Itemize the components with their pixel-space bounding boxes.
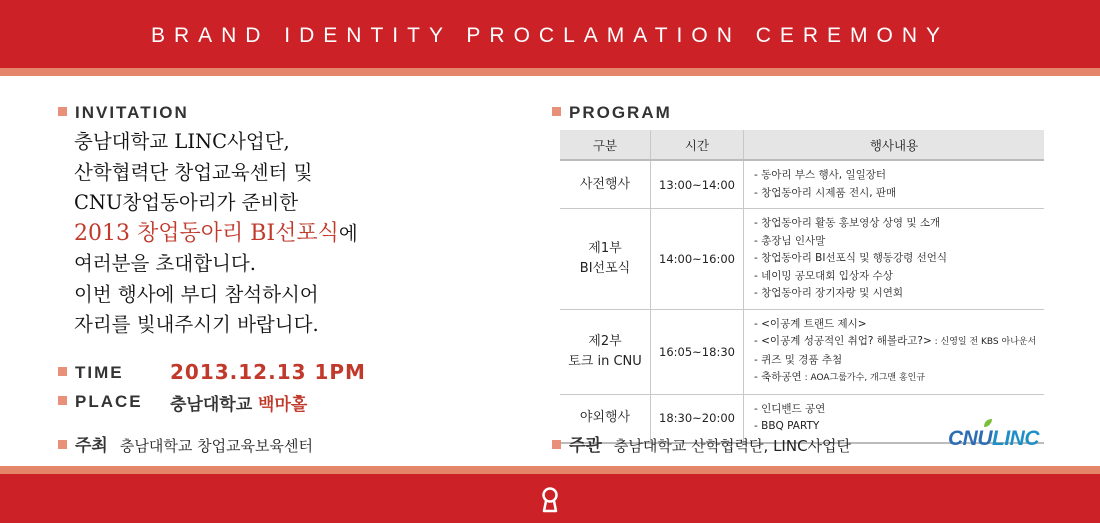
list-item: - 총장님 인사말 <box>754 234 826 247</box>
list-item: - 창업동아리 장기자랑 및 시연회 <box>754 287 903 299</box>
invitation-line: 산학협력단 창업교육센터 및 <box>74 160 313 184</box>
host-row <box>58 431 313 456</box>
column-header: 시간 <box>651 130 744 160</box>
list-item: - BBQ PARTY <box>754 420 820 432</box>
place-value: 충남대학교 백마홀 <box>170 395 308 415</box>
time-cell: 13:00~14:00 <box>651 160 744 209</box>
event-name: 2013 창업동아리 BI선포식 <box>74 220 339 246</box>
list-item: - <이공계 성공적인 취업? 해볼라고?> : 신영일 전 KBS 아나운서 <box>754 335 1037 347</box>
host-value: 충남대학교 창업교육보육센터 <box>119 437 313 455</box>
list-item: - 인디밴드 공연 <box>754 402 826 415</box>
list-item: - 축하공연 : AOA그룹가수, 개그맨 홍인규 <box>754 371 926 383</box>
table-row <box>560 309 1044 394</box>
bullet-square-icon <box>552 107 561 116</box>
invitation-line: 이번 행사에 부디 참석하시어 <box>74 282 319 306</box>
list-item: - <이공계 트랜드 제시> <box>754 317 867 330</box>
cnu-linc-logo: CNULINC <box>948 427 1039 450</box>
content-cell <box>744 309 1045 394</box>
accent-stripe-top <box>0 68 1100 76</box>
place-label: PLACE <box>58 392 143 412</box>
invitation-line: 여러분을 초대합니다. <box>74 252 256 275</box>
list-item: - 퀴즈 및 경품 추첨 <box>754 353 843 366</box>
table-row <box>560 209 1044 310</box>
section-cell: 제1부 BI선포식 <box>560 209 651 310</box>
list-item: - 창업동아리 활동 홍보영상 상영 및 소개 <box>754 217 941 229</box>
accent-stripe-bottom <box>0 466 1100 474</box>
list-item: - 창업동아리 BI선포식 및 행동강령 선언식 <box>754 252 948 264</box>
bullet-square-icon <box>58 440 67 449</box>
list-item: - 네이밍 공모대회 입상자 수상 <box>754 269 893 282</box>
time-cell: 16:05~18:30 <box>651 309 744 394</box>
table-row <box>560 160 1044 209</box>
invitation-line: 2013 창업동아리 BI선포식에 <box>74 220 358 246</box>
invitation-line: 충남대학교 LINC사업단, <box>74 130 290 153</box>
host-label: 주최 <box>75 436 108 456</box>
bullet-square-icon <box>58 367 67 376</box>
program-heading: PROGRAM <box>552 103 672 123</box>
time-label: TIME <box>58 363 124 383</box>
time-value: 2013.12.13 1PM <box>170 360 366 384</box>
column-header: 구분 <box>560 130 651 160</box>
time-cell: 18:30~20:00 <box>651 394 744 443</box>
organizer-row <box>552 431 851 456</box>
program-table <box>560 130 1044 444</box>
invitation-line: CNU창업동아리가 준비한 <box>74 191 299 214</box>
list-item: - 동아리 부스 행사, 일일장터 <box>754 169 887 181</box>
invitation-text <box>74 127 358 341</box>
bullet-square-icon <box>552 440 561 449</box>
bullet-square-icon <box>58 107 67 116</box>
content-cell <box>744 160 1045 209</box>
organizer-label: 주관 <box>569 436 602 456</box>
section-cell: 사전행사 <box>560 160 651 209</box>
keyhole-icon <box>541 487 559 513</box>
list-item: - 창업동아리 시제품 전시, 판매 <box>754 186 897 199</box>
venue-name: 백마홀 <box>258 395 308 415</box>
invitation-line: 자리를 빛내주시기 바랍니다. <box>74 313 319 336</box>
bullet-square-icon <box>58 396 67 405</box>
content-cell <box>744 209 1045 310</box>
invitation-heading: INVITATION <box>58 103 189 123</box>
table-header-row <box>560 130 1044 160</box>
organizer-value: 충남대학교 산학협력단, LINC사업단 <box>613 437 852 455</box>
section-cell: 야외행사 <box>560 394 651 443</box>
section-cell: 제2부 토크 in CNU <box>560 309 651 394</box>
column-header: 행사내용 <box>744 130 1045 160</box>
time-cell: 14:00~16:00 <box>651 209 744 310</box>
page-title: BRAND IDENTITY PROCLAMATION CEREMONY <box>150 24 950 47</box>
